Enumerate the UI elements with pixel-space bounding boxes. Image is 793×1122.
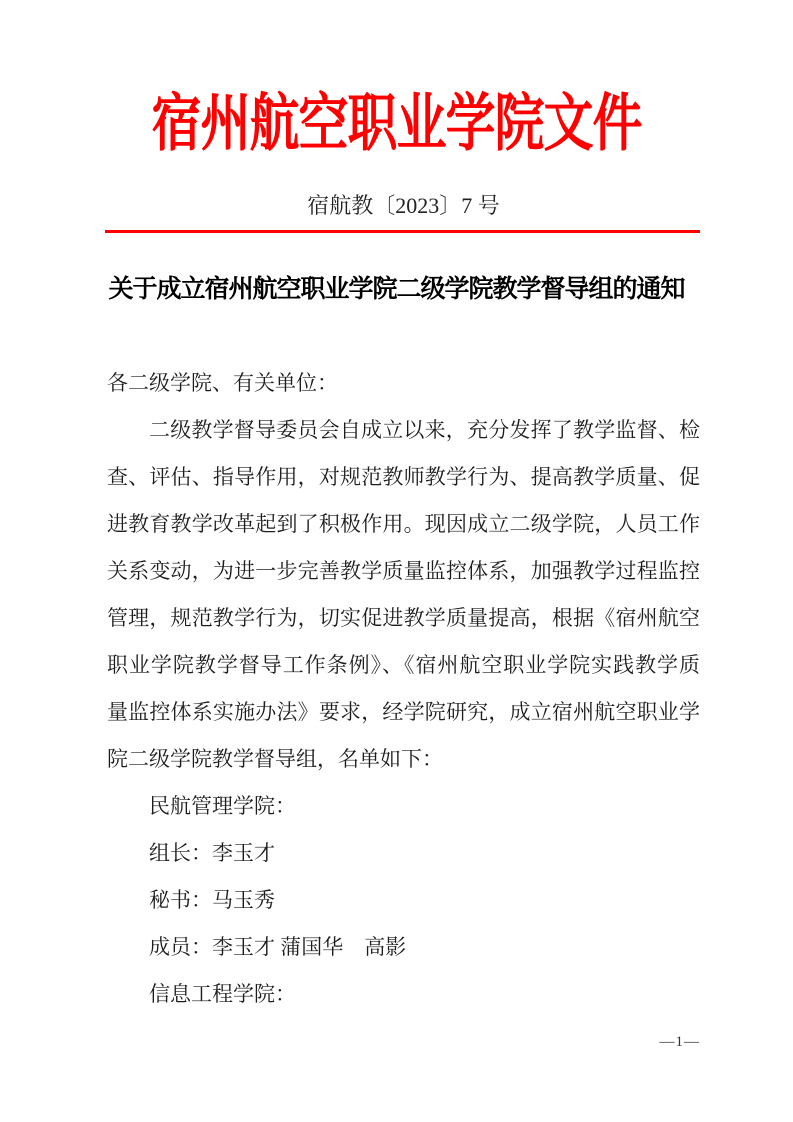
page-number: —1— xyxy=(659,1034,700,1050)
body-line: 关系变动，为进一步完善教学质量监控体系，加强教学过程监控 xyxy=(107,559,700,583)
body-line: 量监控体系实施办法》要求，经学院研究，成立宿州航空职业学 xyxy=(107,700,700,724)
notice-title: 关于成立宿州航空职业学院二级学院教学督导组的通知 xyxy=(108,275,685,303)
body-line: 院二级学院教学督导组，名单如下： xyxy=(107,747,443,771)
body-line: 查、评估、指导作用，对规范教师教学行为、提高教学质量、促 xyxy=(107,465,700,489)
roster-line: 信息工程学院： xyxy=(149,982,296,1006)
body-line: 管理，规范教学行为，切实促进教学质量提高，根据《宿州航空 xyxy=(107,606,700,630)
masthead-org-title: 宿州航空职业学院文件 xyxy=(151,88,642,159)
body-line: 二级教学督导委员会自成立以来，充分发挥了教学监督、检 xyxy=(149,418,700,442)
notice-body xyxy=(107,360,700,1018)
body-line: 职业学院教学督导工作条例》、《宿州航空职业学院实践教学质 xyxy=(107,653,700,677)
roster-line: 秘书：马玉秀 xyxy=(149,888,275,912)
body-line: 进教育教学改革起到了积极作用。现因成立二级学院，人员工作 xyxy=(107,512,700,536)
salutation-line: 各二级学院、有关单位： xyxy=(107,371,338,395)
roster-line: 民航管理学院： xyxy=(149,794,296,818)
roster-line: 成员：李玉才 蒲国华 高影 xyxy=(149,935,407,959)
roster-line: 组长：李玉才 xyxy=(149,841,275,865)
document-reference-number: 宿航教〔2023〕7 号 xyxy=(307,193,500,218)
red-separator-rule xyxy=(105,230,700,233)
